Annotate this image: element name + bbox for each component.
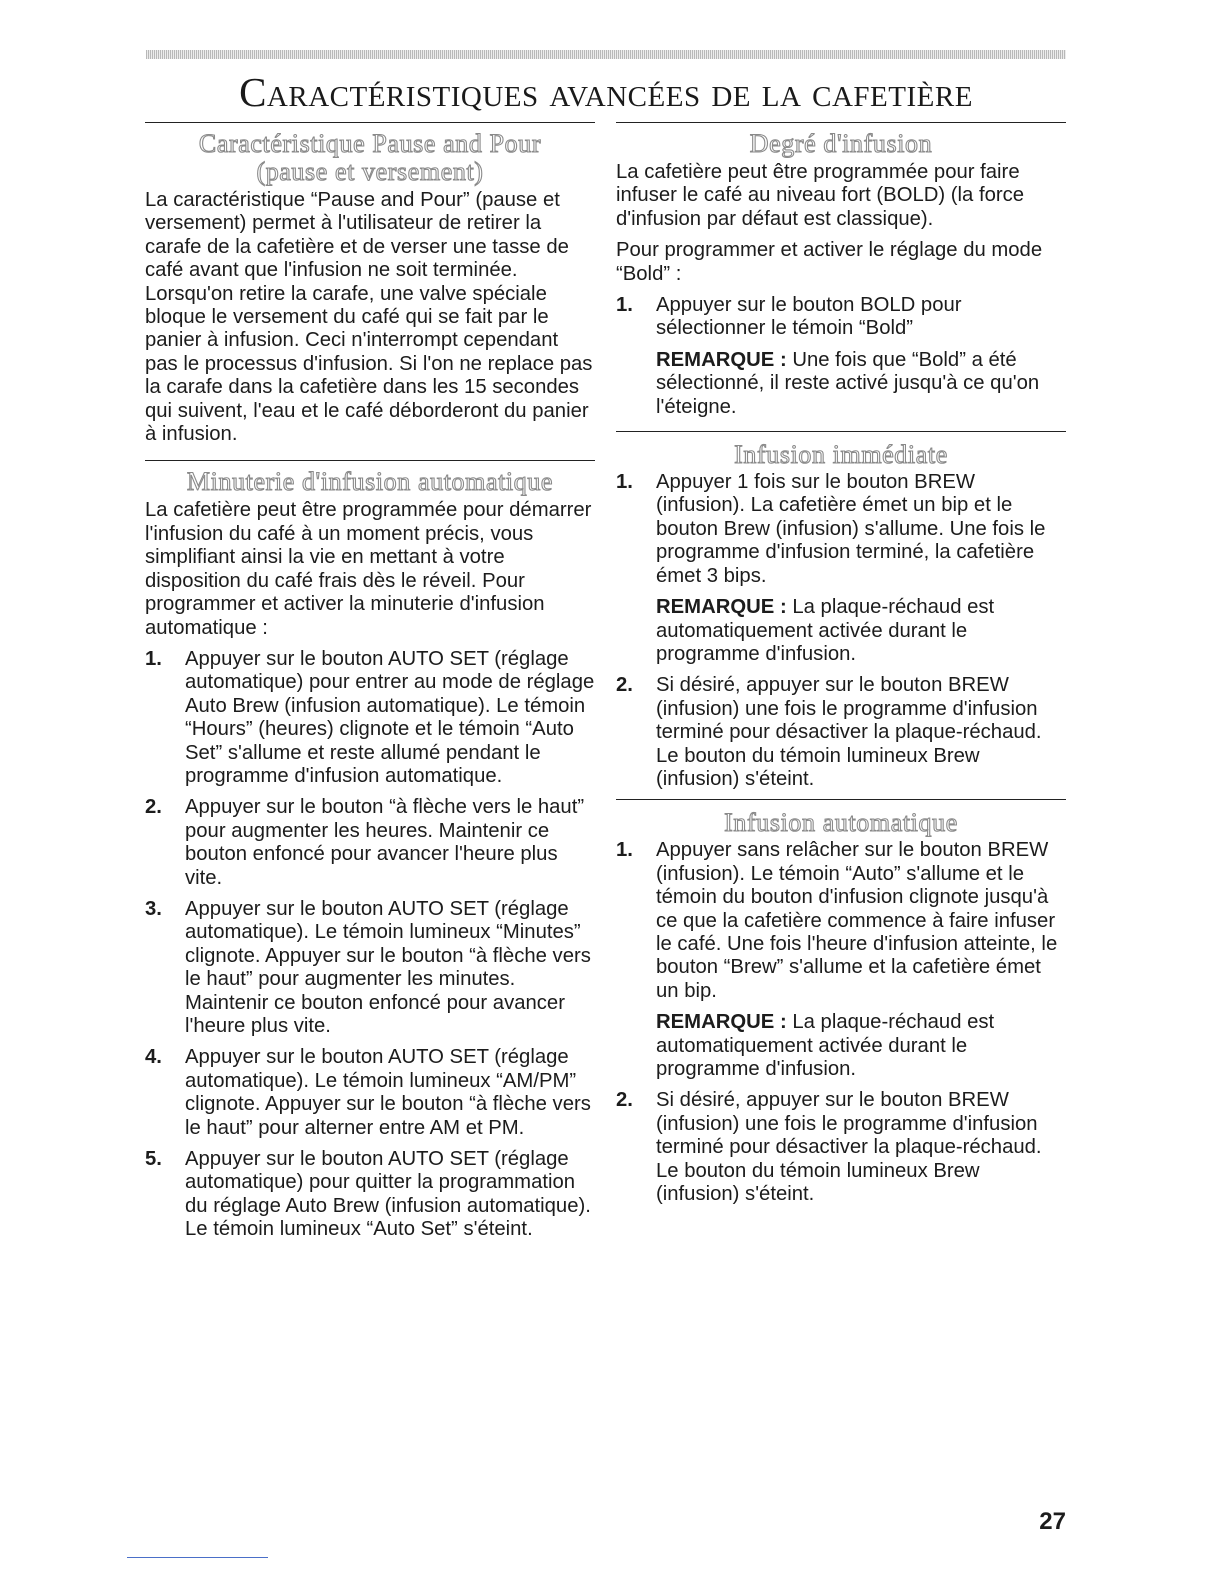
brew-strength-intro: Pour programmer et activer le réglage du mode “Bold” : bbox=[616, 239, 1043, 285]
step-number: 1. bbox=[616, 839, 633, 862]
auto-timer-steps bbox=[145, 648, 595, 1242]
right-column bbox=[616, 122, 1066, 1214]
step-text: Appuyer sans relâcher sur le bouton BREW (infusion). Le témoin “Auto” s'allume et le témoin du bouton d'infusion clignote jusqu'à ce que la cafetière commence à faire infuser le café. Une fois l'heure d'infusion atteinte, le bouton “Brew” s'allume et la cafetière émet un bip. bbox=[656, 839, 1058, 1002]
list-item bbox=[616, 294, 1066, 419]
step-text: Appuyer sur le bouton AUTO SET (réglage automatique) pour quitter la programmation du réglage Auto Brew (infusion automatique). Le témoin lumineux “Auto Set” s'éteint. bbox=[185, 1148, 591, 1241]
page-title: Caractéristiques avancées de la cafetière bbox=[239, 69, 973, 115]
immediate-brew-title: Infusion immédiate bbox=[734, 440, 948, 470]
pause-and-pour-section bbox=[145, 130, 595, 446]
brew-strength-body: La cafetière peut être programmée pour faire infuser le café au niveau fort (BOLD) (la force d'infusion par défaut est classique). bbox=[616, 161, 1025, 230]
step-text: Appuyer sur le bouton “à flèche vers le haut” pour augmenter les heures. Maintenir ce bouton enfoncé pour avancer l'heure plus vite. bbox=[185, 796, 585, 889]
note-label: REMARQUE : bbox=[656, 348, 787, 371]
step-number: 4. bbox=[145, 1046, 162, 1069]
section-divider bbox=[616, 431, 1066, 432]
pause-and-pour-title-line2: (pause et versement) bbox=[256, 157, 484, 186]
list-item bbox=[145, 796, 595, 890]
list-item bbox=[145, 1046, 595, 1140]
list-item bbox=[616, 471, 1066, 666]
left-column bbox=[145, 122, 595, 1250]
step-number: 2. bbox=[616, 1089, 633, 1112]
step-text: Appuyer sur le bouton AUTO SET (réglage automatique). Le témoin lumineux “AM/PM” clignote. Appuyer sur le bouton “à flèche vers le haut” pour alterner entre AM et PM. bbox=[185, 1046, 591, 1139]
header-band bbox=[146, 50, 1066, 59]
page-number: 27 bbox=[1039, 1508, 1066, 1535]
brew-strength-title: Degré d'infusion bbox=[749, 129, 933, 158]
step-text: Appuyer sur le bouton AUTO SET (réglage automatique) pour entrer au mode de réglage Auto Brew (infusion automatique). Le témoin “Hours” (heures) clignote et le témoin “Auto Set” s'allume et reste allumé pendant le programme d'infusion automatique. bbox=[185, 647, 595, 787]
list-item bbox=[145, 1148, 595, 1242]
note-label: REMARQUE : bbox=[656, 1011, 787, 1034]
step-number: 1. bbox=[145, 647, 162, 670]
step-text: Si désiré, appuyer sur le bouton BREW (infusion) une fois le programme d'infusion terminé pour désactiver la plaque-réchaud. Le bouton du témoin lumineux Brew (infusion) s'éteint. bbox=[656, 674, 1042, 790]
note-text: La plaque-réchaud est automatiquement activée durant le programme d'infusion. bbox=[656, 1011, 995, 1080]
section-divider bbox=[616, 122, 1066, 123]
step-text: Appuyer sur le bouton AUTO SET (réglage automatique). Le témoin lumineux “Minutes” clignote. Appuyer sur le bouton “à flèche vers le haut” pour augmenter les minutes. Maintenir ce bouton enfoncé pour avancer l'heure plus vite. bbox=[185, 897, 591, 1037]
note-text: Une fois que “Bold” a été sélectionné, il reste activé jusqu'à ce qu'on l'éteigne. bbox=[656, 348, 1040, 418]
list-item bbox=[145, 648, 595, 788]
immediate-brew-section bbox=[616, 441, 1066, 791]
brew-strength-steps bbox=[616, 294, 1066, 419]
auto-timer-section bbox=[145, 468, 595, 1241]
section-divider bbox=[145, 122, 595, 123]
pause-and-pour-body: La caractéristique “Pause and Pour” (pause et versement) permet à l'utilisateur de retirer la carafe de la cafetière et de verser une tasse de café avant que l'infusion ne soit terminée. Lorsqu'on retire la carafe, une valve spéciale bloque le versement du café qui se fait par le panier à infusion. Ceci n'interrompt cependant pas le processus d'infusion. Si l'on ne replace pas la carafe dans la cafetière dans les 15 secondes qui suivent, l'eau et le café déborderont du panier à infusion. bbox=[145, 189, 593, 446]
automatic-brew-section bbox=[616, 809, 1066, 1206]
list-item bbox=[616, 1089, 1066, 1206]
automatic-brew-steps bbox=[616, 839, 1066, 1206]
step-text: Appuyer sur le bouton BOLD pour sélectionner le témoin “Bold” bbox=[656, 294, 962, 340]
immediate-brew-steps bbox=[616, 471, 1066, 791]
section-divider bbox=[145, 460, 595, 461]
step-number: 1. bbox=[616, 471, 633, 494]
note bbox=[656, 596, 1066, 666]
auto-timer-intro: La cafetière peut être programmée pour démarrer l'infusion du café à un moment précis, vous simplifiant ainsi la vie en mettant à votre disposition du café frais dès le réveil. Pour programmer et activer la minuterie d'infusion automatique : bbox=[145, 499, 592, 639]
step-number: 2. bbox=[616, 674, 633, 697]
brew-strength-section bbox=[616, 130, 1066, 419]
note-text: La plaque-réchaud est automatiquement activée durant le programme d'infusion. bbox=[656, 596, 995, 665]
step-number: 3. bbox=[145, 897, 162, 920]
section-divider bbox=[616, 799, 1066, 800]
list-item bbox=[616, 674, 1066, 791]
step-text: Si désiré, appuyer sur le bouton BREW (infusion) une fois le programme d'infusion terminé pour désactiver la plaque-réchaud. Le bouton du témoin lumineux Brew (infusion) s'éteint. bbox=[656, 1089, 1042, 1206]
step-number: 5. bbox=[145, 1148, 162, 1171]
pause-and-pour-title-line1: Caractéristique Pause and Pour bbox=[198, 129, 542, 158]
list-item bbox=[145, 898, 595, 1038]
step-number: 2. bbox=[145, 796, 162, 819]
list-item bbox=[616, 839, 1066, 1081]
note bbox=[656, 1011, 1066, 1081]
footer-rule bbox=[127, 1557, 268, 1558]
note-label: REMARQUE : bbox=[656, 596, 787, 619]
auto-timer-title: Minuterie d'infusion automatique bbox=[186, 467, 554, 497]
automatic-brew-title: Infusion automatique bbox=[724, 808, 958, 838]
note bbox=[656, 349, 1066, 419]
step-number: 1. bbox=[616, 294, 633, 317]
step-text: Appuyer 1 fois sur le bouton BREW (infusion). La cafetière émet un bip et le bouton Brew (infusion) s'allume. Une fois le programme d'infusion terminé, la cafetière émet 3 bips. bbox=[656, 471, 1046, 587]
